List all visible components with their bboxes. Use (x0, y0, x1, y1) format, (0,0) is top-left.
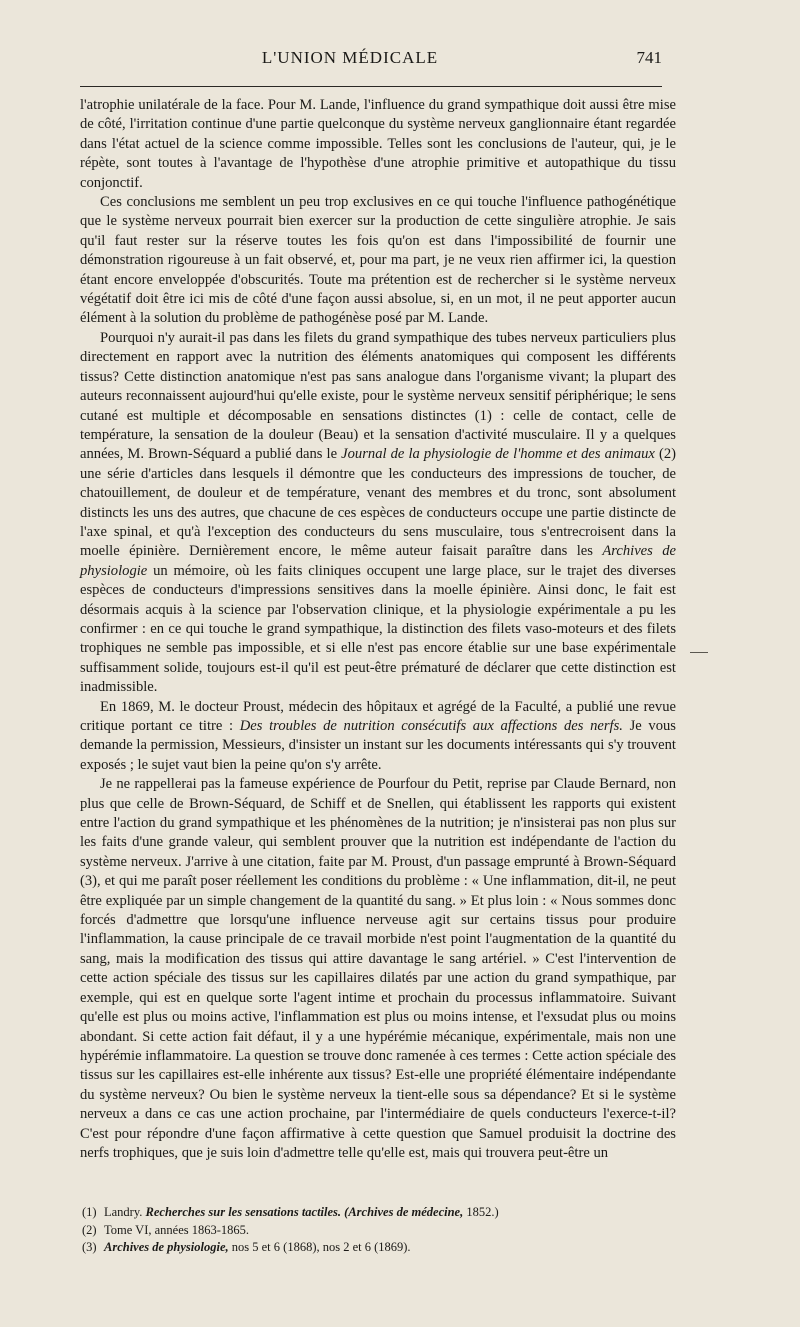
running-header (250, 48, 662, 74)
italic-segment: Des troubles de nutrition consécutifs aux affections des nerfs. (239, 718, 623, 734)
running-title: L'UNION MÉDICALE (261, 48, 439, 67)
italic-segment: Journal de la physiologie de l'homme et des animaux (341, 446, 655, 463)
italic-segment: Archives de physiologie (80, 543, 676, 579)
text-segment: Landry. (104, 1205, 146, 1219)
text-segment: Ces conclusions me semblent un peu trop exclusives en ce qui touche l'influence pathogénétique que le système nerveux pourrait bien exercer sur la production de cette singulière atrophie. Je sais qu'il faut rester sur la réserve toutes les fois qu'on est dans l'impossibilité de fournir une démonstration rigoureuse à un fait observé, et, pour ma part, je ne veux rien affirmer ici, la question étant encore enveloppée d'obscurités. Toute ma prétention est de rechercher si le système nerveux végétatif doit être ici mis de côté d'une façon aussi absolue, si, en un mot, il ne peut apporter aucun élément à la solution du problème de pathogénèse posé par M. Lande. (80, 194, 676, 327)
italic-segment: Archives de physiologie, (104, 1240, 229, 1254)
text-segment: Tome VI, années 1863-1865. (104, 1222, 250, 1237)
text-segment: En 1869, M. le docteur Proust, médecin des hôpitaux et agrégé de la Faculté, a publié une revue critique portant ce titre : (80, 698, 676, 734)
text-segment: 1852.) (463, 1205, 499, 1219)
footnote (80, 1222, 676, 1240)
paragraph (80, 193, 676, 329)
header-rule (80, 86, 662, 87)
text-segment: Je vous demande la permission, Messieurs, d'insister un instant sur les documents intéressants qui s'y trouvent exposés ; le sujet vaut bien la peine qu'on s'y arrête. (80, 718, 676, 773)
text-segment: un mémoire, où les faits cliniques occupent une large place, sur le trajet des diverses espèces de conducteurs d'impressions sensitives dans la moelle épinière. Ainsi donc, le fait est désormais acquis à la science par l'observation clinique, et la physiologie expérimentale a pu les confirmer : en ce qui touche le grand sympathique, la distinction des filets vaso-moteurs et des filets trophiques ne semble pas impossible, et si elle n'est pas encore établie sur une base expérimentale suffisamment solide, toujours est-il qu'il est peut-être prématuré de déclarer que cette distinction est inadmissible. (80, 562, 676, 696)
margin-mark (690, 652, 708, 653)
paragraph (80, 698, 676, 776)
text-segment: l'atrophie unilatérale de la face. Pour M. Lande, l'influence du grand sympathique doit aussi être mise de côté, l'irritation continue d'une partie quelconque du système nerveux ganglionnaire étant regardée dans l'état actuel de la science comme impossible. Telles sont les conclusions de l'auteur, qui, je le répète, sont toutes à l'avantage de l'hypothèse d'une atrophie primitive et autopathique du tissu conjonctif. (80, 97, 676, 191)
footnotes (80, 1204, 676, 1257)
text-segment: (2) une série d'articles dans lesquels il démontre que les conducteurs des impressions de toucher, de chatouillement, de douleur et de température, venant des membres et du tronc, sont absolument distincts les uns des autres, que chacune de ces espèces de conducteurs occupe une partie distincte de l'axe spinal, et qu'à l'exception des conducteurs du sens musculaire, tous s'entrecroisent dans la moelle épinière. Dernièrement encore, le même auteur faisait paraître dans les (80, 446, 676, 560)
text-segment: nos 5 et 6 (1868), nos 2 et 6 (1869). (228, 1240, 411, 1254)
footnote (80, 1239, 676, 1257)
page-number: 741 (636, 48, 662, 67)
footnote-mark: (2) (82, 1222, 97, 1237)
footnote-mark: (1) (82, 1205, 97, 1219)
paragraph (80, 96, 676, 193)
main-text (80, 96, 676, 1163)
paragraph (80, 329, 676, 698)
footnote-mark: (3) (82, 1240, 97, 1254)
text-segment: Je ne rappellerai pas la fameuse expérience de Pourfour du Petit, reprise par Claude Bernard, non plus que celle de Brown-Séquard, de Schiff et de Snellen, qui établissent les rapports qui existent entre l'action du grand sympathique et les phénomènes de la nutrition; je n'insisterai pas non plus sur les faits d'une grande valeur, qui semblent prouver que la nutrition est indépendante de l'action du système nerveux. J'arrive à une citation, faite par M. Proust, d'un passage emprunté à Brown-Séquard (3), et qui me paraît poser réellement les conditions du problème : « Une inflammation, dit-il, ne peut être expliquée par un simple changement de la quantité du sang. » Et plus loin : « Nous sommes donc forcés d'admettre que lorsqu'une influence nerveuse agit sur certains tissus pour produire l'inflammation, la cause principale de ce travail morbide n'est point l'augmentation de la quantité du sang, mais la modification des tissus qui attire davantage le sang artériel. » C'est l'intervention de cette action spéciale des tissus sur les capillaires dilatés par une action du grand sympathique, par exemple, qui est en quelque sorte l'agent intime et prochain du processus inflammatoire. Suivant qu'elle est plus ou moins active, l'inflammation est plus ou moins intense, et l'exsudat plus ou moins abondant. Si cette action fait défaut, il y a une hypérémie mécanique, expérimentale, mais non une hypérémie inflammatoire. La question se trouve donc ramenée à ces termes : Cette action spéciale des tissus sur les capillaires est-elle inhérente aux tissus? Est-elle une propriété élémentaire indépendante du système nerveux? Ou bien le système nerveux la tient-elle sous sa dépendance? Et si le système nerveux a dans ce cas une action prochaine, par l'intermédiaire de quels conducteurs l'exerce-t-il? C'est pour répondre d'une façon affirmative à cette question que Samuel produisit la doctrine des nerfs trophiques, que je suis loin d'admettre telle qu'elle est, mais qui trouvera peut-être un (80, 776, 676, 1161)
text-segment: Pourquoi n'y aurait-il pas dans les filets du grand sympathique des tubes nerveux particuliers plus directement en rapport avec la nutrition des éléments anatomiques qui composent les différents tissus? Cette distinction anatomique n'est pas sans analogue dans l'organisme vivant; la plupart des auteurs reconnaissent aujourd'hui qu'elle existe, pour le système nerveux sensitif périphérique; le sens cutané est multiple et décomposable en sensations distinctes (1) : celle de contact, celle de température, la sensation de la douleur (Beau) et la sensation d'activité musculaire. Il y a quelques années, M. Brown-Séquard a publié dans le (80, 329, 676, 463)
footnote (80, 1204, 676, 1222)
italic-segment: Recherches sur les sensations tactiles. (Archives de médecine, (145, 1205, 464, 1219)
paragraph (80, 775, 676, 1163)
